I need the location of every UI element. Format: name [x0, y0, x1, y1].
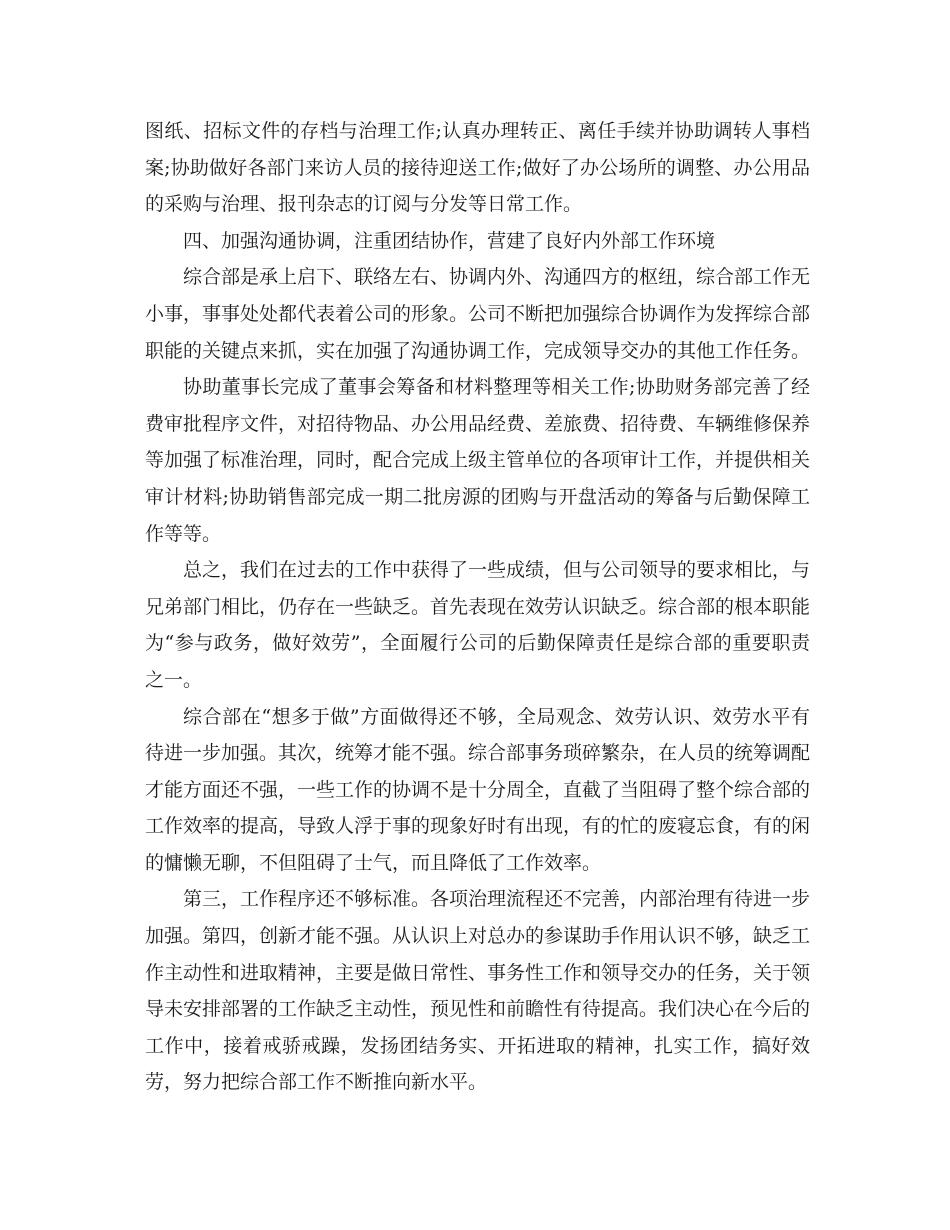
paragraph: 第三，工作程序还不够标准。各项治理流程还不完善，内部治理有待进一步加强。第四，创新才能不强。从认识上对总办的参谋助手作用认识不够，缺乏工作主动性和进取精神，主要是做日常性、事务性工作和领导交办的任务，关于领导未安排部署的工作缺乏主动性，预见性和前瞻性有待提高。我们决心在今后的工作中，接着戒骄戒躁，发扬团结务实、开拓进取的精神，扎实工作，搞好效劳，努力把综合部工作不断推向新水平。	[145, 888, 811, 1094]
paragraph: 总之，我们在过去的工作中获得了一些成绩，但与公司领导的要求相比，与兄弟部门相比，仍存在一些缺乏。首先表现在效劳认识缺乏。综合部的根本职能为“参与政务，做好效劳”，全面履行公司的后勤保障责任是综合部的重要职责之一。	[145, 559, 811, 691]
paragraph: 综合部在“想多于做”方面做得还不够，全局观念、效劳认识、效劳水平有待进一步加强。其次，统筹才能不强。综合部事务琐碎繁杂，在人员的统筹调配才能方面还不强，一些工作的协调不是十分周全，直截了当阻碍了整个综合部的工作效率的提高，导致人浮于事的现象好时有出现，有的忙的废寝忘食，有的闲的慵懒无聊，不但阻碍了士气，而且降低了工作效率。	[145, 705, 811, 874]
section-heading: 四、加强沟通协调，注重团结协作，营建了良好内外部工作环境	[183, 229, 716, 252]
paragraph: 综合部是承上启下、联络左右、协调内外、沟通四方的枢纽，综合部工作无小事，事事处处都代表着公司的形象。公司不断把加强综合协调作为发挥综合部职能的关键点来抓，实在加强了沟通协调工作，完成领导交办的其他工作任务。	[145, 266, 811, 362]
paragraph-continuation: 图纸、招标文件的存档与治理工作;认真办理转正、离任手续并协助调转人事档案;协助做好各部门来访人员的接待迎送工作;做好了办公场所的调整、办公用品的采购与治理、报刊杂志的订阅与分发等日常工作。	[145, 120, 810, 216]
paragraph: 协助董事长完成了董事会筹备和材料整理等相关工作;协助财务部完善了经费审批程序文件，对招待物品、办公用品经费、差旅费、招待费、车辆维修保养等加强了标准治理，同时，配合完成上级主管单位的各项审计工作，并提供相关审计材料;协助销售部完成一期二批房源的团购与开盘活动的筹备与后勤保障工作等等。	[145, 376, 811, 545]
document-body	[145, 113, 810, 1101]
